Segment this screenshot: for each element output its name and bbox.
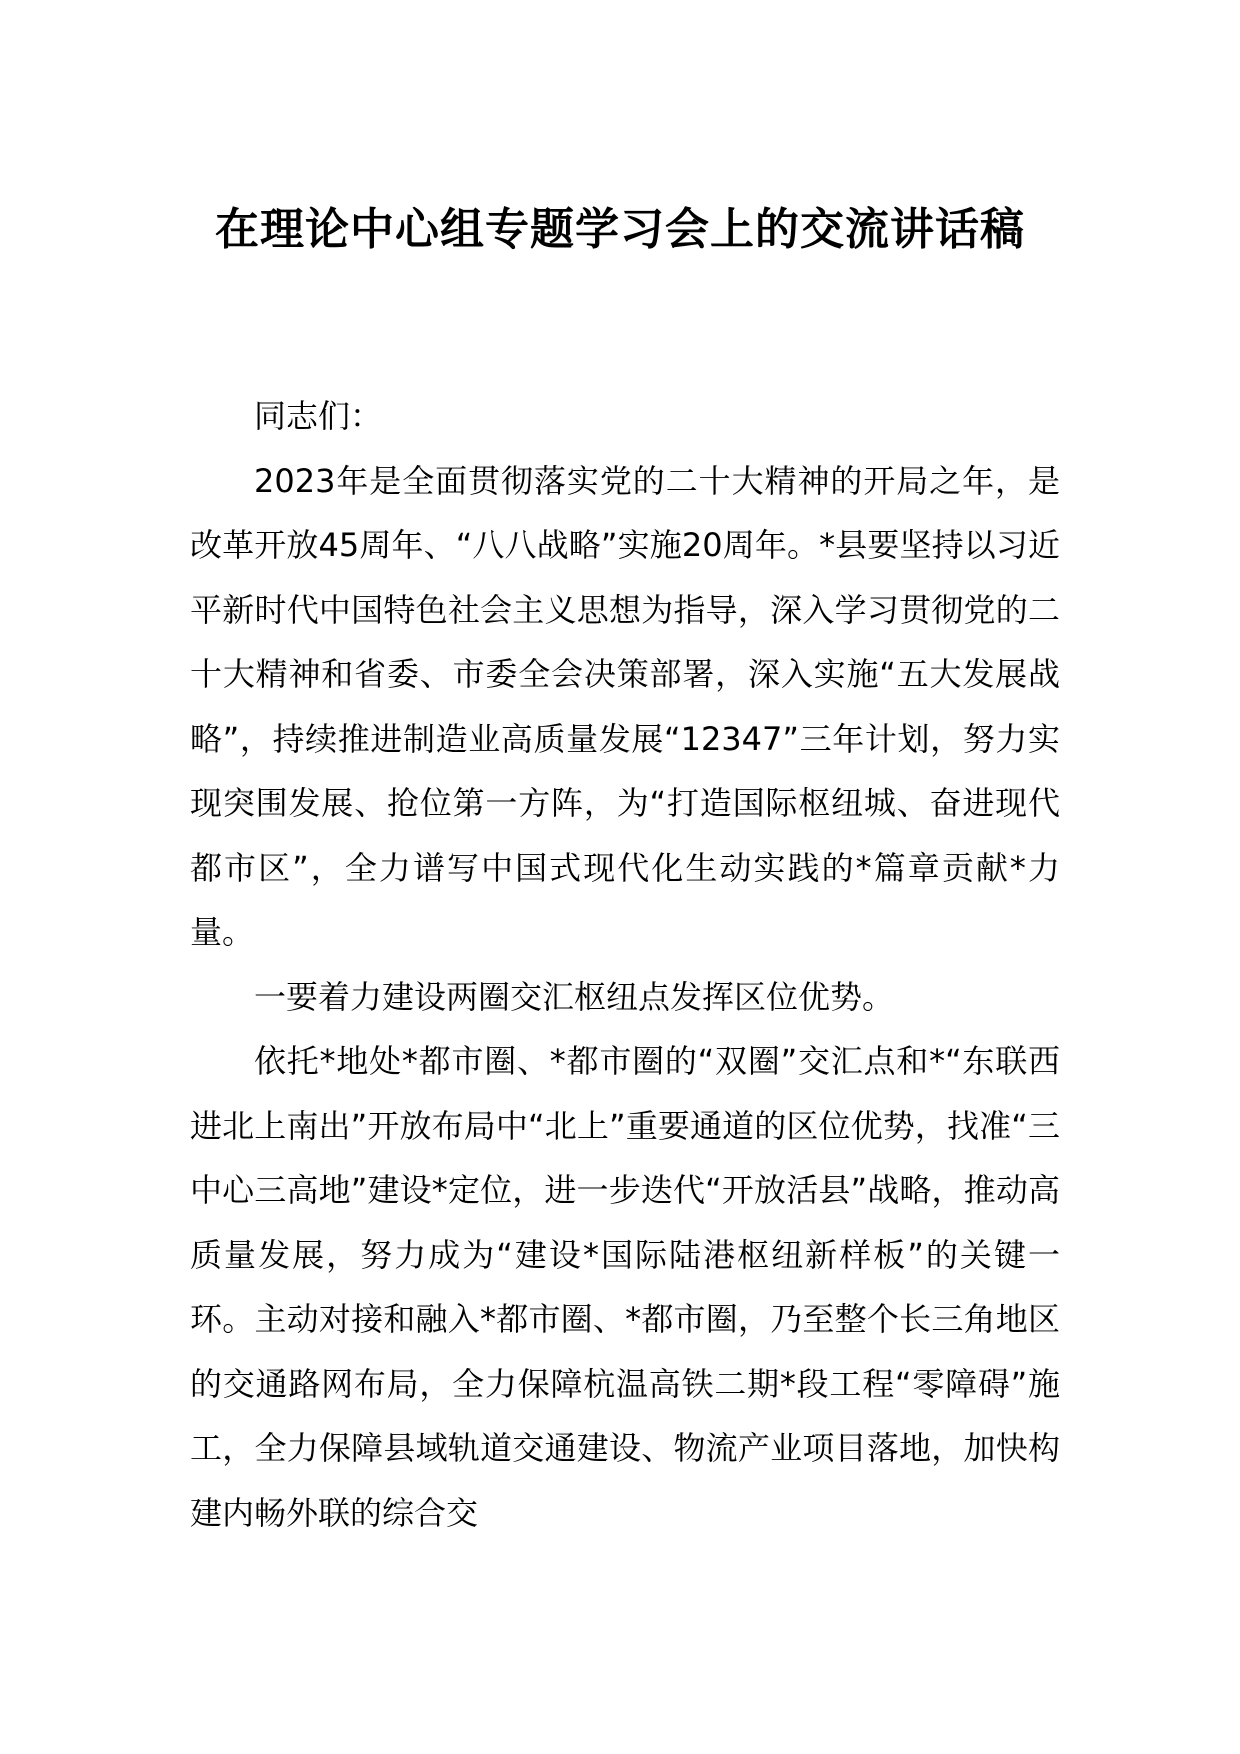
greeting: 同志们：: [254, 397, 383, 435]
document-body: [190, 384, 1060, 1545]
document-title: 在理论中心组专题学习会上的交流讲话稿: [215, 204, 1025, 255]
paragraph-section-heading: 一要着力建设两圈交汇枢纽点发挥区位优势。: [254, 977, 895, 1016]
paragraph-intro: 2023年是全面贯彻落实党的二十大精神的开局之年，是改革开放45周年、“八八战略”实施20周年。*县要坚持以习近平新时代中国特色社会主义思想为指导，深入学习贯彻党的二十大精神和省委、市委全会决策部署，深入实施“五大发展战略”，持续推进制造业高质量发展“12347”三年计划，努力实现突围发展、抢位第一方阵，为“打造国际枢纽城、奋进现代都市区”，全力谱写中国式现代化生动实践的*篇章贡献*力量。: [190, 461, 1060, 951]
paragraph-section-body: 依托*地处*都市圈、*都市圈的“双圈”交汇点和*“东联西进北上南出”开放布局中“北上”重要通道的区位优势，找准“三中心三高地”建设*定位，进一步迭代“开放活县”战略，推动高质量发展，努力成为“建设*国际陆港枢纽新样板”的关键一环。主动对接和融入*都市圈、*都市圈，乃至整个长三角地区的交通路网布局，全力保障杭温高铁二期*段工程“零障碍”施工，全力保障县域轨道交通建设、物流产业项目落地，加快构建内畅外联的综合交: [190, 1042, 1060, 1532]
